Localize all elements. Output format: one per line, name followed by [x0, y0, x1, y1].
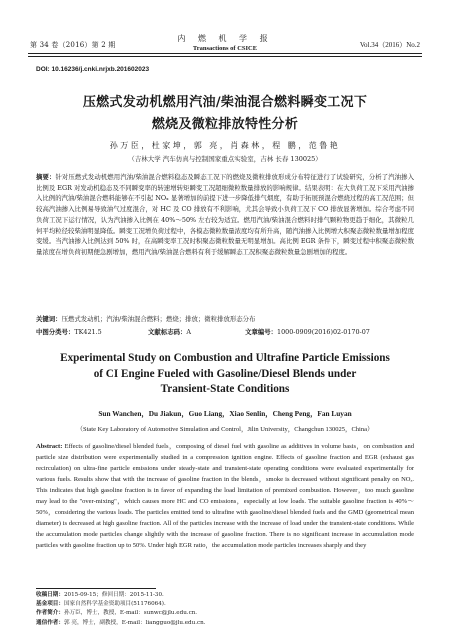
title-en-line-1: Experimental Study on Combustion and Ultrafine Particle Emissions	[60, 352, 390, 364]
article-number	[245, 327, 370, 336]
fund-label: 基金项目：	[36, 601, 64, 608]
authors-en: Sun Wanchen，Du Jiakun，Guo Liang，Xiao Senlin，Cheng Peng，Fan Luyan	[98, 409, 352, 418]
header-rule-thick	[28, 53, 422, 54]
keywords-cn-label: 关键词：	[36, 315, 62, 323]
authors-cn: 孙万臣，杜家坤，郭 亮，肖森林，程 鹏，范鲁艳	[109, 141, 341, 150]
abstract-cn-text: 针对压燃式发动机燃用汽油/柴油混合燃料稳态及瞬态工况下的燃烧及微粒排放形成分布特征进行了试验研究，分析了汽油掺入比例及 EGR 对发动机稳态及不同瞬变率的转速增转矩瞬变工况超细微粒数量排放的影响规律。结果表明：在大负荷工况下采用汽油掺入比例的汽油/柴油混合燃料能够在不引起 NOₓ 显著增加的前提下进一步降低排气烟度，有助于拓展预混合燃烧过程的高工况范围；但较高汽油掺入比例易导致油气过度混合，对 HC 及 CO 排放有不利影响，尤其会导致小负荷工况下 CO 排放显著增加。综合考虑不同负荷工况下运行情况，认为汽油掺入比例在 40%～50% 左右较为适宜。燃用汽油/柴油混合燃料时排气颗粒物更趋于细化，其微粒几何平均粒径较柴油明显降低。瞬变工况增负荷过程中，各模态微粒数量浓度均有所升高，随汽油掺入比例增大积聚态微粒数量增加程度变缓。当汽油掺入比例达到 50% 时，在高瞬变率工况时积聚态微粒数量无明显增加。高比例 EGR 条件下，瞬变过程中积聚态微粒数量浓度在增负荷初期便急剧增加，燃用汽油/柴油混合燃料有利于缓解瞬态工况积聚态微粒数量急剧增加的程度。	[36, 173, 415, 256]
title-cn-line-2: 燃烧及微粒排放特性分析	[151, 117, 299, 132]
abstract-en-text: Effects of gasoline/diesel blended fuels，composing of diesel fuel with gasoline as additives in volume basis，on combustion and particle size distribution were experimentally studied in a compression ignition engine. Effects of gasoline fraction and EGR (exhaust gas recirculation) on ultra-fine particle emissions under steady-state and transient-state operating conditions were evaluated experimentally for various fuels. Results show that with the increase of gasoline fraction in the blends，smoke is decreased without significant penalty on NOₓ. This indicates that high gasoline fraction is in favor of expanding the load limitation of premixed combustion. However，too much gasoline may lead to the "over-mixing"，which causes more HC and CO emissions，especially at low loads. The suitable gasoline fraction is 40%～50%，considering the various loads. The particles emitted tend to ultrafine with gasoline/diesel blended fuels and the GMD (geometrical mean diameter) is decreased at high gasoline fraction. All of the particles increase with the increase of load under the transient-state conditions. While the accumulation mode particles change slightly with the increase of gasoline fraction. There is no significant increase in accumulation mode particles with gasoline fraction up to 50%. Under high EGR ratio，the accumulation mode particles increases sharply and they	[36, 443, 414, 550]
corr-value: 郭 亮，博士，副教授，E-mail：liangguo@jlu.edu.cn.	[63, 619, 206, 626]
title-cn	[30, 92, 420, 136]
keywords-cn-text: 压燃式发动机；汽油/柴油混合燃料；燃烧；排放；微粒排放形态分布	[61, 315, 256, 323]
footnote-received	[36, 591, 416, 600]
header-rule-thin	[28, 56, 422, 57]
title-en	[30, 351, 420, 398]
corr-label: 通信作者：	[36, 619, 64, 626]
title-cn-line-1: 压燃式发动机燃用汽油/柴油混合燃料瞬变工况下	[82, 95, 368, 110]
title-en-line-3: Transient-State Conditions	[160, 383, 290, 395]
affiliation-en: （State Key Laboratory of Automotive Simulation and Control，Jilin University，Changchun 130025，China）	[76, 426, 374, 433]
footnotes	[36, 591, 416, 628]
journal-name-en: Transactions of CSICE	[192, 45, 258, 52]
document-code	[148, 327, 243, 336]
title-en-line-2: of CI Engine Fueled with Gasoline/Diesel Blends under	[93, 367, 357, 380]
abstract-cn-label: 摘要：	[36, 173, 56, 181]
affiliation-cn: （吉林大学 汽车仿真与控制国家重点实验室，吉林 长春 130025）	[128, 155, 322, 163]
classification-row	[36, 327, 414, 336]
abstract-cn	[36, 172, 414, 258]
doc-label: 文献标志码：	[148, 328, 187, 336]
running-header-journal	[150, 33, 300, 52]
fund-value: 国家自然科学基金资助项目(51176064).	[63, 601, 166, 608]
abstract-en	[36, 441, 414, 551]
article-value: 1000-0909(2016)02-0170-07	[277, 328, 370, 336]
abstract-en-label: Abstract:	[36, 443, 63, 450]
keywords-cn	[36, 314, 414, 323]
journal-name-cn: 内 燃 机 学 报	[177, 34, 273, 43]
article-label: 文章编号：	[245, 328, 278, 336]
clc-value: TK421.5	[74, 328, 102, 336]
footnote-rule	[36, 588, 156, 589]
doc-value: A	[186, 328, 192, 336]
running-header-volume-en: Vol.34（2016）No.2	[359, 41, 420, 49]
doi-line: DOI: 10.16236/j.cnki.nrjxb.201602023	[36, 66, 150, 73]
received-label: 收稿日期：	[36, 592, 64, 598]
footnote-author	[36, 609, 416, 618]
received-value: 2015-09-15；修回日期：2015-11-30.	[63, 592, 164, 598]
footnote-corresponding	[36, 619, 416, 628]
clc-number	[36, 327, 146, 336]
author-value: 孙万臣，博士，教授，E-mail：sunwc@jlu.edu.cn.	[63, 610, 198, 617]
author-label: 作者简介：	[36, 610, 64, 617]
footnote-fund	[36, 600, 416, 609]
clc-label: 中图分类号：	[36, 328, 75, 336]
running-header-volume: 第 34 卷（2016）第 2 期	[30, 41, 116, 49]
